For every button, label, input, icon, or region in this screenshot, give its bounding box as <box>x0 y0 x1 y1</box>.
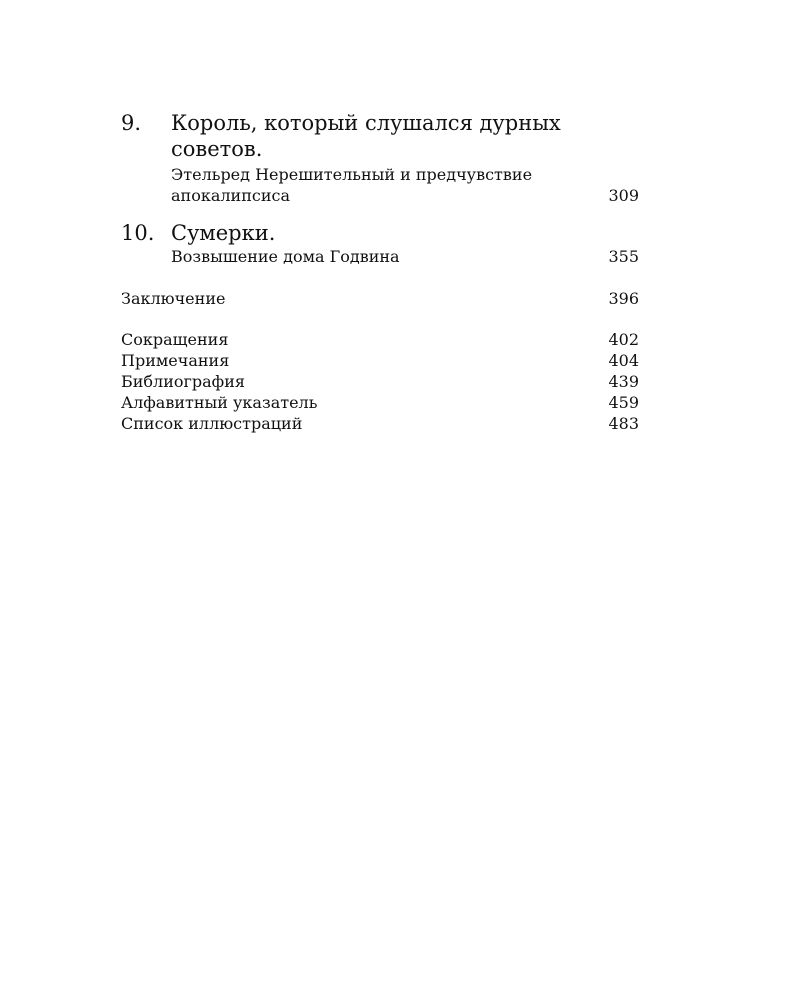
chapter-subtitle-row <box>171 246 639 267</box>
chapter-number: 10. <box>121 221 155 245</box>
toc-appendix-list <box>121 329 639 434</box>
page-number: 459 <box>608 393 639 412</box>
toc-entry-abbreviations[interactable] <box>121 329 639 350</box>
entry-label: Список иллюстраций <box>121 414 303 433</box>
chapter-subtitle: Этельред Нерешительный и предчувствие апокалипсиса <box>171 165 533 205</box>
page-number: 439 <box>608 372 639 391</box>
toc-chapter-9[interactable] <box>121 110 639 206</box>
chapter-subtitle: Возвышение дома Годвина <box>171 247 400 266</box>
entry-label: Сокращения <box>121 330 229 349</box>
table-of-contents <box>121 110 639 434</box>
chapter-number: 9. <box>121 111 142 135</box>
entry-label: Примечания <box>121 351 230 370</box>
chapter-heading <box>121 110 639 162</box>
toc-entry-conclusion[interactable] <box>121 288 639 309</box>
toc-entry-notes[interactable] <box>121 350 639 371</box>
entry-label: Библиография <box>121 372 245 391</box>
page-number: 355 <box>608 247 639 266</box>
toc-entry-illustrations[interactable] <box>121 413 639 434</box>
entry-label: Алфавитный указатель <box>121 393 318 412</box>
chapter-title: Король, который слушался дурных советов. <box>171 111 561 161</box>
entry-label: Заключение <box>121 289 226 308</box>
toc-entry-bibliography[interactable] <box>121 371 639 392</box>
page-number: 483 <box>608 414 639 433</box>
chapter-heading <box>121 220 639 246</box>
chapter-subtitle-row <box>171 164 639 206</box>
page-number: 396 <box>608 289 639 308</box>
page-number: 309 <box>608 186 639 205</box>
chapter-title: Сумерки. <box>171 221 276 245</box>
toc-entry-index[interactable] <box>121 392 639 413</box>
toc-chapter-10[interactable] <box>121 220 639 267</box>
page-number: 402 <box>608 330 639 349</box>
page-number: 404 <box>608 351 639 370</box>
